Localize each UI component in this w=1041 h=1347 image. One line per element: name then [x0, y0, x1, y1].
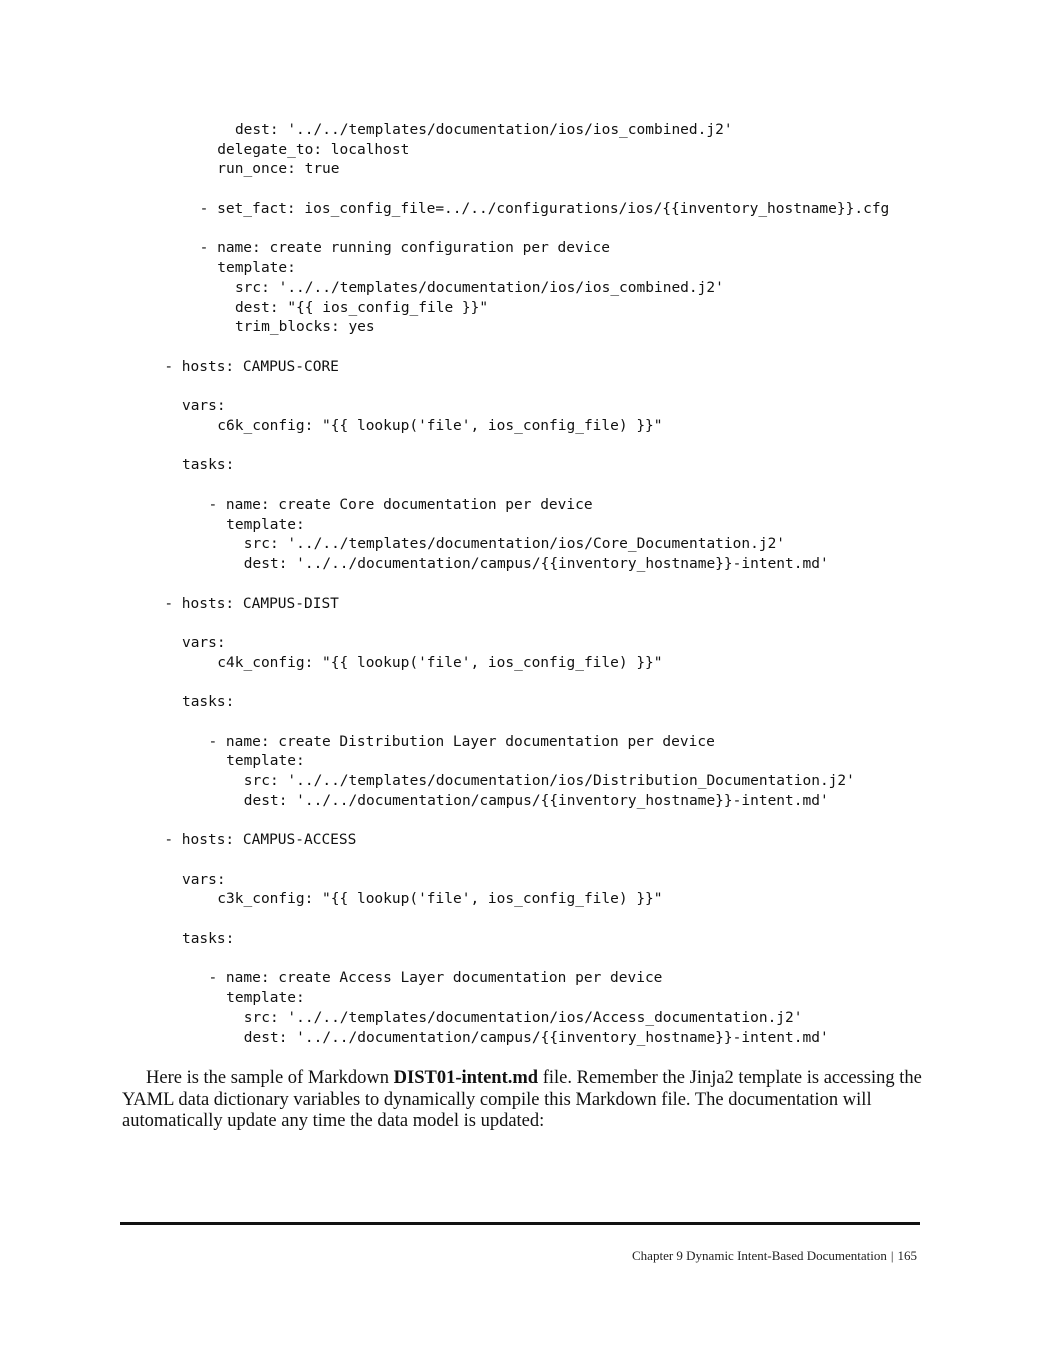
code-line: dest: "{{ ios_config_file }}" — [234, 299, 489, 316]
code-line: dest: '../../documentation/campus/{{inventory_hostname}}-intent.md' — [243, 792, 829, 809]
code-line: - hosts: CAMPUS-ACCESS — [164, 832, 357, 849]
code-line: template: — [226, 990, 305, 1007]
code-line: - set_fact: ios_config_file=../../configurations/ios/{{inventory_hostname}}.cfg — [199, 200, 890, 217]
footer-separator: | — [890, 1248, 894, 1263]
code-line: tasks: — [181, 457, 235, 474]
code-line: - name: create Access Layer documentation per device — [208, 970, 663, 987]
code-line: tasks: — [181, 694, 235, 711]
code-line: dest: '../../templates/documentation/ios/ios_combined.j2' — [234, 122, 733, 138]
paragraph-text-after: file. Remember the Jinja2 template is accessing the YAML data dictionary variables to dynamically compile this Markdown file. The documentation will automatically update any time the data model is updated: — [122, 1068, 922, 1131]
footer-chapter-title: Chapter 9 Dynamic Intent-Based Documentation — [632, 1248, 887, 1263]
code-line: - hosts: CAMPUS-DIST — [164, 595, 339, 612]
code-line: template: — [226, 516, 305, 533]
code-line: src: '../../templates/documentation/ios/Access_documentation.j2' — [243, 1009, 803, 1026]
code-line: vars: — [181, 398, 226, 415]
code-line: delegate_to: localhost — [217, 141, 410, 158]
code-line: dest: '../../documentation/campus/{{inventory_hostname}}-intent.md' — [243, 1029, 829, 1046]
code-line: tasks: — [181, 930, 235, 947]
code-line: c4k_config: "{{ lookup('file', ios_config_file) }}" — [217, 654, 663, 671]
code-line: run_once: true — [217, 161, 340, 178]
code-line: vars: — [181, 871, 226, 888]
code-line: src: '../../templates/documentation/ios/ios_combined.j2' — [234, 279, 724, 296]
body-paragraph — [122, 1068, 922, 1133]
code-line: c6k_config: "{{ lookup('file', ios_config_file) }}" — [217, 417, 663, 434]
paragraph-filename: DIST01-intent.md — [393, 1068, 539, 1088]
code-line: template: — [226, 753, 305, 770]
page-footer — [632, 1248, 917, 1264]
code-line: trim_blocks: yes — [234, 319, 375, 336]
page-number: 165 — [897, 1248, 917, 1263]
code-line: template: — [217, 260, 296, 277]
code-line: c3k_config: "{{ lookup('file', ios_config_file) }}" — [217, 891, 663, 908]
paragraph-text-before: Here is the sample of Markdown — [146, 1068, 394, 1088]
footer-divider — [120, 1222, 920, 1225]
code-line: vars: — [181, 634, 226, 651]
code-line: - name: create Distribution Layer documentation per device — [208, 733, 715, 750]
code-line: src: '../../templates/documentation/ios/Distribution_Documentation.j2' — [243, 773, 855, 790]
code-line: src: '../../templates/documentation/ios/Core_Documentation.j2' — [243, 536, 786, 553]
code-line: - name: create running configuration per device — [199, 240, 610, 257]
code-line: - name: create Core documentation per device — [208, 496, 593, 513]
code-line: dest: '../../documentation/campus/{{inventory_hostname}}-intent.md' — [243, 556, 829, 573]
code-line: - hosts: CAMPUS-CORE — [164, 358, 339, 375]
